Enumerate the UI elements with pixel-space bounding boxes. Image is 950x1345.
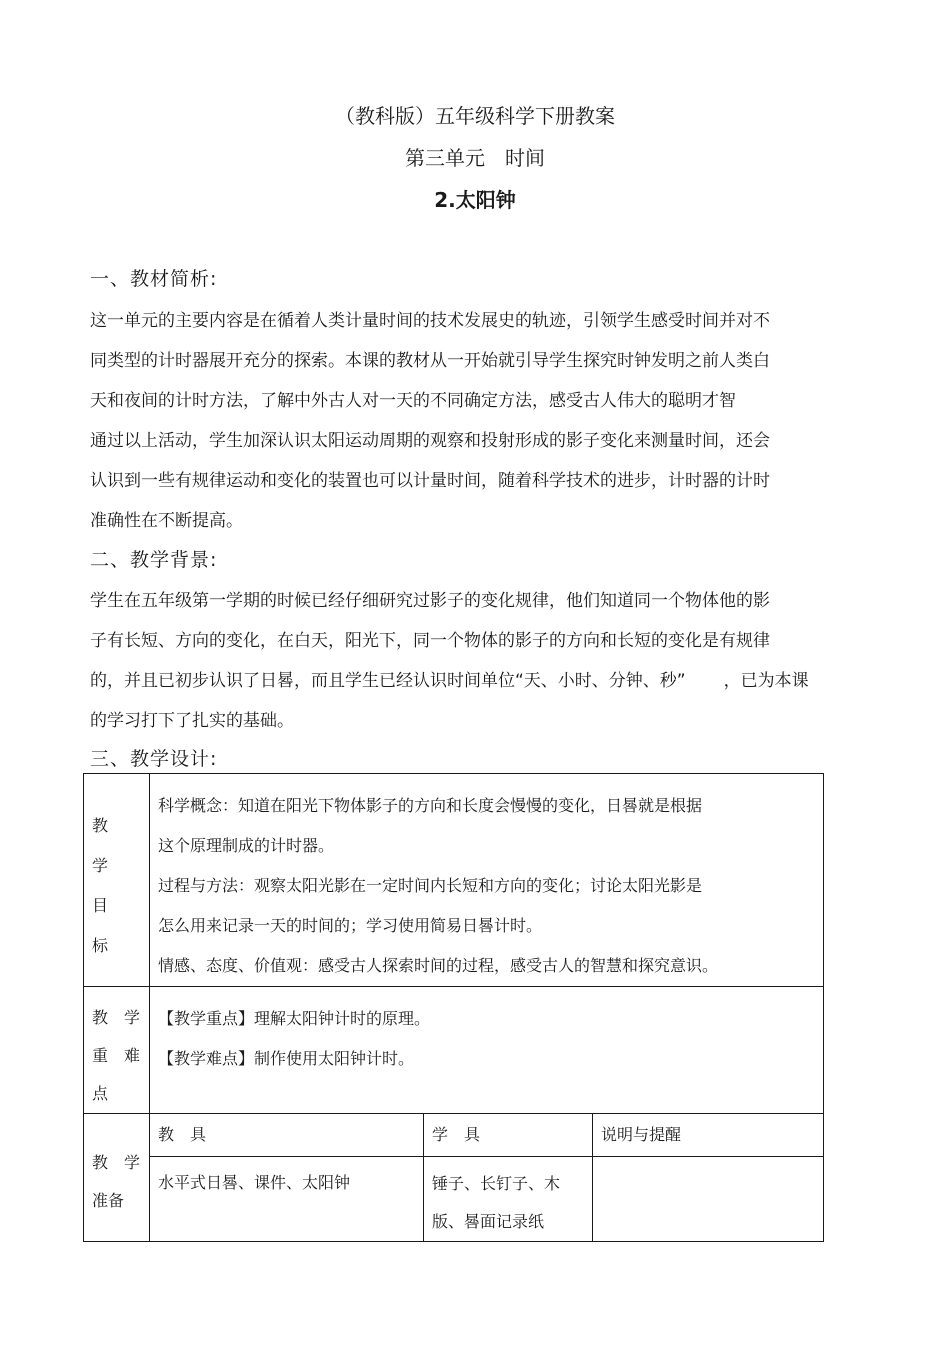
analysis-line: 这一单元的主要内容是在循着人类计量时间的技术发展史的轨迹，引领学生感受时间并对不 <box>90 311 770 331</box>
teacher-tools-header <box>150 1114 424 1157</box>
background-line: 子有长短、方向的变化，在白天，阳光下，同一个物体的影子的方向和长短的变化是有规律 <box>90 631 770 651</box>
preparation-header-row <box>84 1114 824 1157</box>
notes-header-label: 说明与提醒 <box>601 1125 682 1144</box>
analysis-line: 天和夜间的计时方法，了解中外古人对一天的不同确定方法，感受古人伟大的聪明才智 <box>90 391 736 411</box>
student-tools-header <box>424 1114 593 1157</box>
key-points-row <box>84 987 824 1114</box>
teacher-tools-value: 水平式日晷、课件、太阳钟 <box>158 1173 351 1192</box>
goals-line: 过程与方法：观察太阳光影在一定时间内长短和方向的变化；讨论太阳光影是 <box>158 876 703 895</box>
goals-label-char: 学 <box>92 856 109 875</box>
section-heading-background: 二、教学背景: <box>90 549 218 571</box>
notes-header <box>593 1114 824 1157</box>
background-line-part: ，已为本课 <box>723 671 809 691</box>
background-line <box>90 666 809 691</box>
lesson-design-table <box>83 773 824 1242</box>
goals-label-char: 标 <box>92 936 109 955</box>
goals-line: 怎么用来记录一天的时间的；学习使用简易日晷计时。 <box>158 916 543 935</box>
preparation-label-line: 准备 <box>92 1191 125 1210</box>
lesson-title: 2.太阳钟 <box>434 188 516 212</box>
key-points-label-line: 教 学 <box>92 1008 141 1027</box>
goals-label-cell <box>84 774 150 987</box>
background-line: 学生在五年级第一学期的时候已经仔细研究过影子的变化规律，他们知道同一个物体他的影 <box>90 591 770 611</box>
preparation-content-row <box>84 1157 824 1242</box>
goals-line: 科学概念：知道在阳光下物体影子的方向和长度会慢慢的变化，日晷就是根据 <box>158 796 703 815</box>
student-tools-line: 版、晷面记录纸 <box>432 1212 545 1231</box>
goals-label-char: 教 <box>92 816 109 835</box>
key-points-label-line: 点 <box>92 1084 109 1103</box>
teacher-tools-cell <box>150 1157 424 1242</box>
key-point-line: 【教学重点】理解太阳钟计时的原理。 <box>158 1009 431 1028</box>
unit-title: 第三单元 时间 <box>405 146 545 170</box>
section-heading-design: 三、教学设计: <box>90 748 218 770</box>
student-tools-cell <box>424 1157 593 1242</box>
analysis-line: 同类型的计时器展开充分的探索。本课的教材从一开始就引导学生探究时钟发明之前人类白 <box>90 351 770 371</box>
teacher-tools-header-label: 教 具 <box>158 1125 207 1144</box>
section-heading-analysis: 一、教材简析: <box>90 268 218 290</box>
key-points-label-line: 重 难 <box>92 1046 141 1065</box>
goals-label-char: 目 <box>92 896 109 915</box>
student-tools-line: 锤子、长钉子、木 <box>432 1174 561 1193</box>
preparation-label-cell <box>84 1114 150 1242</box>
document-title: （教科版）五年级科学下册教案 <box>335 104 615 128</box>
key-points-label-cell <box>84 987 150 1114</box>
notes-cell <box>593 1157 824 1242</box>
goals-content-cell <box>150 774 824 987</box>
background-line-part: 的，并且已初步认识了日晷，而且学生已经认识时间单位“天、小时、分钟、秒” <box>90 671 686 691</box>
analysis-line: 认识到一些有规律运动和变化的装置也可以计量时间，随着科学技术的进步，计时器的计时 <box>90 471 770 491</box>
goals-line: 这个原理制成的计时器。 <box>158 836 335 855</box>
key-points-content-cell <box>150 987 824 1114</box>
goals-line: 情感、态度、价值观：感受古人探索时间的过程，感受古人的智慧和探究意识。 <box>158 956 719 975</box>
background-line: 的学习打下了扎实的基础。 <box>90 711 294 731</box>
preparation-label-line: 教 学 <box>92 1153 141 1172</box>
student-tools-header-label: 学 具 <box>432 1125 481 1144</box>
goals-row <box>84 774 824 987</box>
key-point-line: 【教学难点】制作使用太阳钟计时。 <box>158 1049 415 1068</box>
analysis-line: 通过以上活动，学生加深认识太阳运动周期的观察和投射形成的影子变化来测量时间，还会 <box>90 431 770 451</box>
analysis-line: 准确性在不断提高。 <box>90 511 243 531</box>
